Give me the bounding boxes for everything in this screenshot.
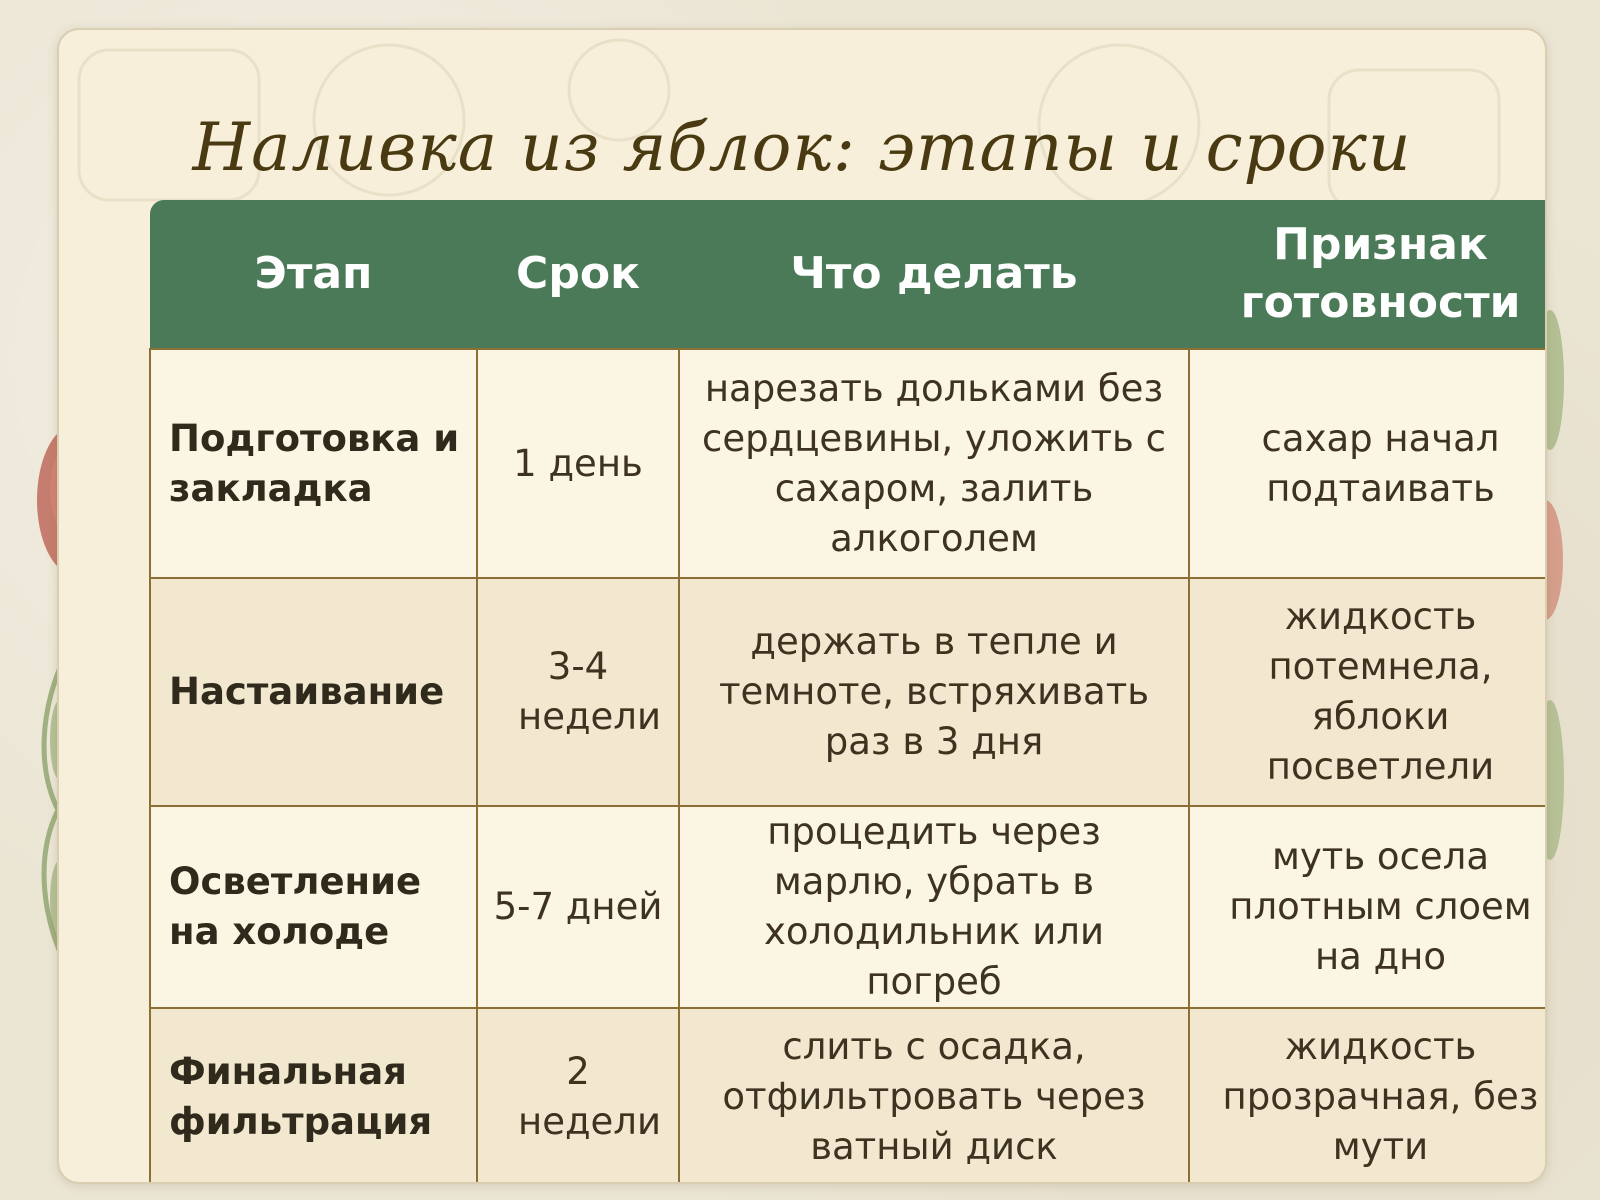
- table-row: [150, 1008, 1547, 1184]
- stages-table-container: [149, 200, 1547, 1179]
- table-row: [150, 806, 1547, 1008]
- action-cell: держать в тепле и темноте, встряхивать раз в 3 дня: [679, 578, 1189, 806]
- header-stage: Этап: [150, 200, 477, 349]
- header-term: Срок: [477, 200, 679, 349]
- stages-table: [149, 200, 1547, 1184]
- term-cell: 2 недели: [477, 1008, 679, 1184]
- table-header-row: [150, 200, 1547, 349]
- sign-cell: жидкость прозрачная, без мути: [1189, 1008, 1547, 1184]
- header-readiness-sign: Признак готовности: [1189, 200, 1547, 349]
- sign-cell: сахар начал подтаивать: [1189, 349, 1547, 578]
- sign-cell: муть осела плотным слоем на дно: [1189, 806, 1547, 1008]
- table-row: [150, 349, 1547, 578]
- stage-cell: Финальная фильтрация: [150, 1008, 477, 1184]
- stage-cell: Подготовка и закладка: [150, 349, 477, 578]
- action-cell: нарезать дольками без сердцевины, уложить с сахаром, залить алкоголем: [679, 349, 1189, 578]
- table-row: [150, 578, 1547, 806]
- header-action: Что делать: [679, 200, 1189, 349]
- stage-cell: Осветление на холоде: [150, 806, 477, 1008]
- page-title: Наливка из яблок: этапы и сроки: [192, 109, 1412, 186]
- action-cell: процедить через марлю, убрать в холодильник или погреб: [679, 806, 1189, 1008]
- sign-cell: жидкость потемнела, яблоки посветлели: [1189, 578, 1547, 806]
- action-cell: слить с осадка, отфильтровать через ватный диск: [679, 1008, 1189, 1184]
- term-cell: 3-4 недели: [477, 578, 679, 806]
- stage-cell: Настаивание: [150, 578, 477, 806]
- term-cell: 1 день: [477, 349, 679, 578]
- infographic-card: [57, 28, 1547, 1184]
- term-cell: 5-7 дней: [477, 806, 679, 1008]
